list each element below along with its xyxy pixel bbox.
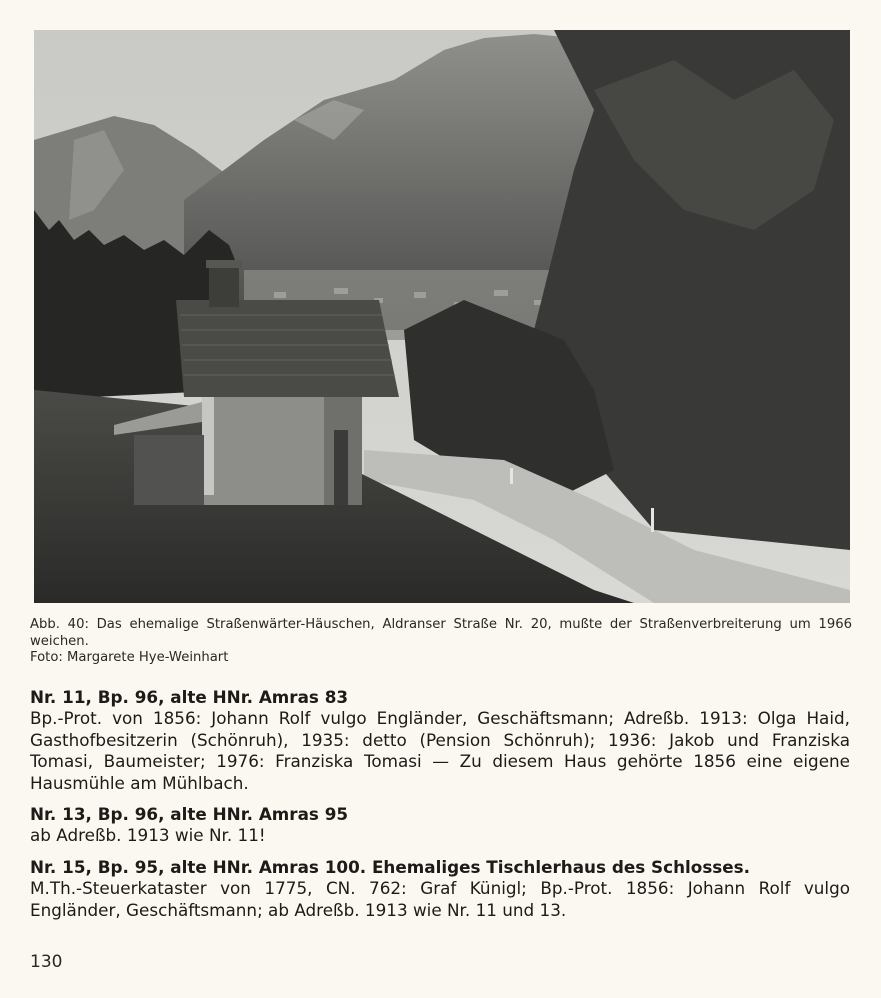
page-number: 130 [30,952,63,972]
entry-text: ab Adreßb. 1913 wie Nr. 11! [30,825,266,846]
entry-nr-15 [30,857,850,921]
photo-roadkeeper-hut [34,30,850,603]
photo-credit: Foto: Margarete Hye-Weinhart [30,650,229,665]
entry-nr-11 [30,687,850,794]
house-entries [30,687,850,931]
entry-text: Bp.-Prot. von 1856: Johann Rolf vulgo Engländer, Geschäftsmann; Adreßb. 1913: Olga Haid, Gasthofbesitzerin (Schönruh), 1935: detto (Pension Schönruh); 1936: Jakob und Franziska Tomasi, Baumeister; 1976: Franziska Tomasi — Zu diesem Haus gehörte 1856 eine eigene Hausmühle am Mühlbach. [30,708,850,793]
caption-text: Abb. 40: Das ehemalige Straßenwärter-Häuschen, Aldranser Straße Nr. 20, mußte der Straßenverbreiterung um 1966 weichen. [30,617,852,649]
entry-heading: Nr. 13, Bp. 96, alte HNr. Amras 95 [30,804,349,825]
figure-caption [30,617,852,667]
hut-chimney [209,265,239,307]
photo-image [34,30,850,603]
entry-heading: Nr. 15, Bp. 95, alte HNr. Amras 100. Ehemaliges Tischlerhaus des Schlosses. [30,856,751,877]
entry-text: M.Th.-Steuerkataster von 1775, CN. 762: Graf Künigl; Bp.-Prot. 1856: Johann Rolf vulgo Engländer, Geschäftsmann; ab Adreßb. 1913 wie Nr. 11 und 13. [30,878,850,920]
entry-nr-13 [30,804,850,847]
entry-heading: Nr. 11, Bp. 96, alte HNr. Amras 83 [30,687,349,707]
